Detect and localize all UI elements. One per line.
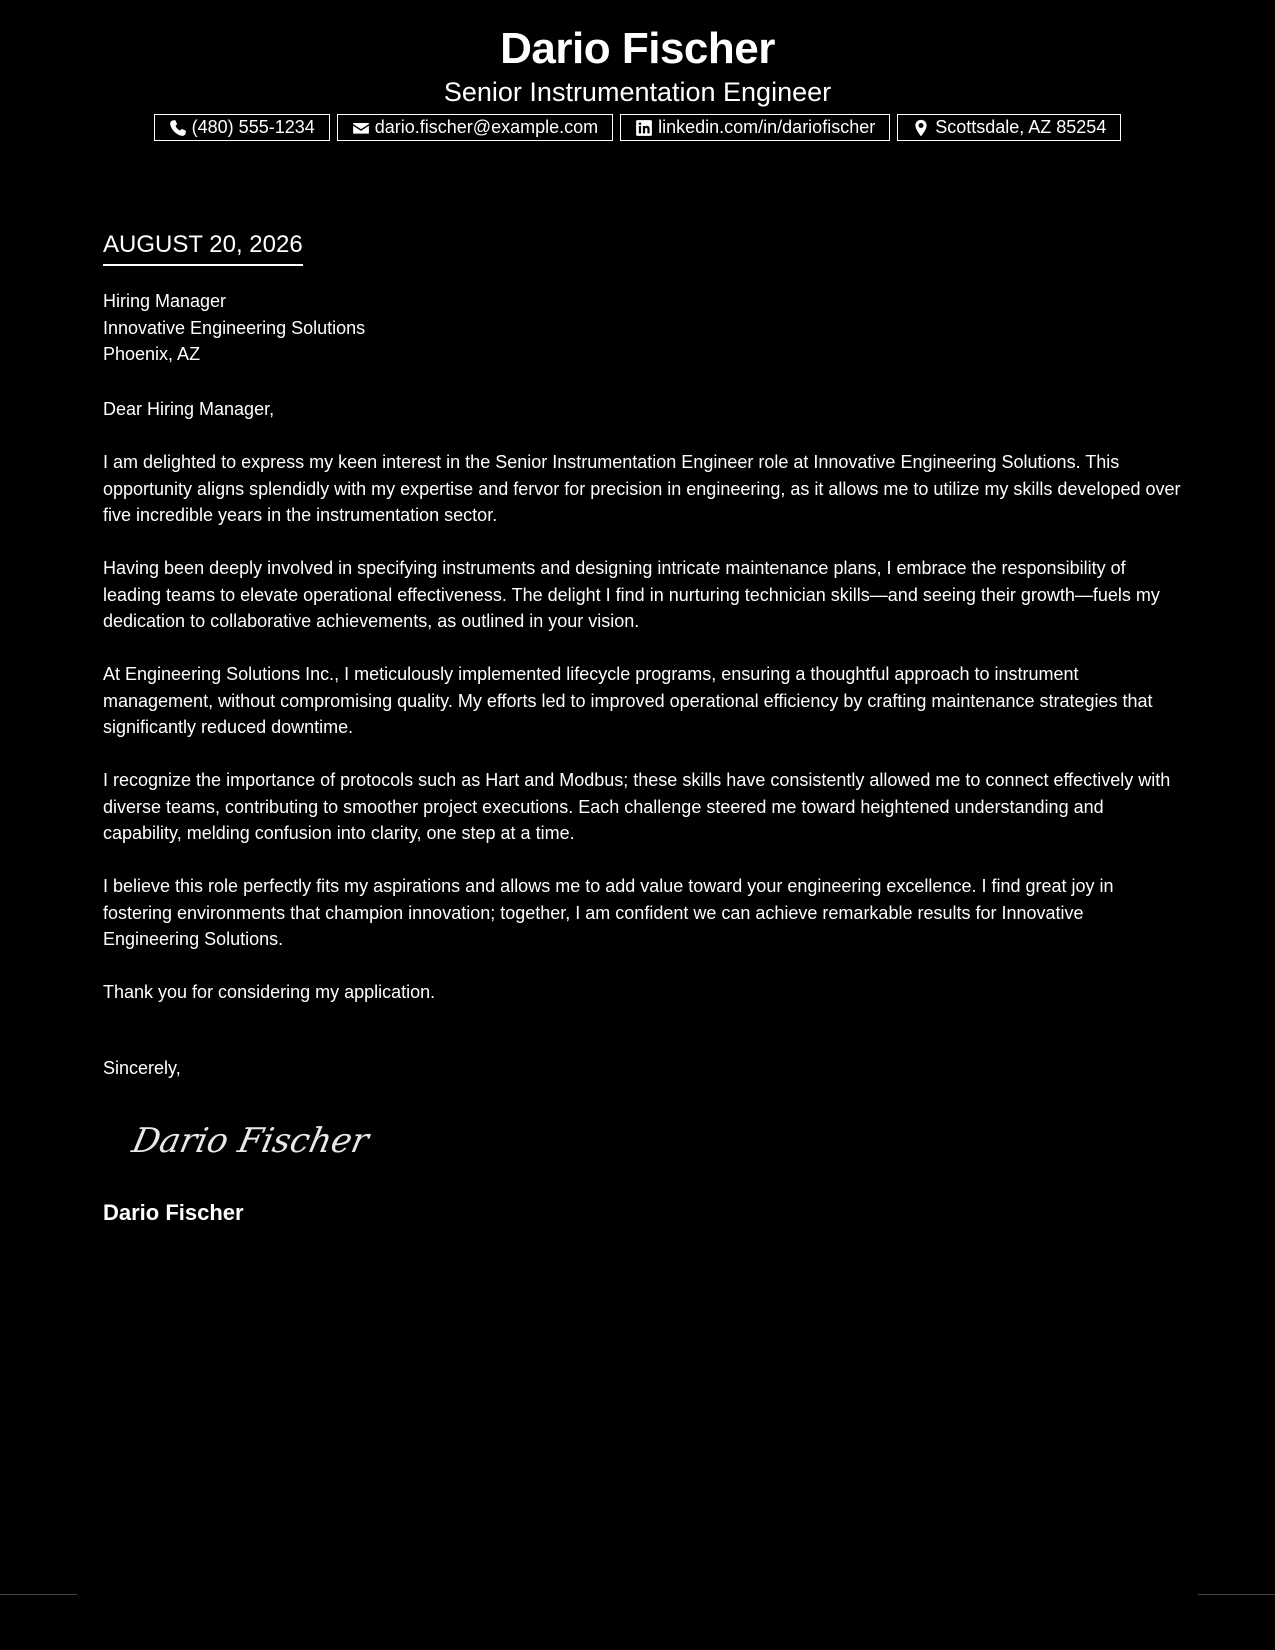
- letter-header: [0, 22, 1275, 108]
- recipient-block: [103, 288, 365, 368]
- envelope-icon: [352, 119, 370, 137]
- letter-date: AUGUST 20, 2026: [103, 228, 303, 266]
- linkedin-icon: [635, 119, 653, 137]
- map-marker-icon: [912, 119, 930, 137]
- body-paragraph: I am delighted to express my keen interest in the Senior Instrumentation Engineer role at Innovative Engineering Solutions. This opportunity aligns splendidly with my expertise and fervor for precision in engineering, as it allows me to utilize my skills developed over five incredible years in the instrumentation sector.: [103, 452, 1181, 525]
- signer-name: Dario Fischer: [103, 1200, 244, 1225]
- recipient-line: Innovative Engineering Solutions: [103, 317, 366, 338]
- closing: Sincerely,: [103, 1058, 181, 1078]
- contact-location[interactable]: [897, 114, 1121, 141]
- page-divider-right: [1198, 1594, 1275, 1595]
- body-paragraph: I believe this role perfectly fits my aspirations and allows me to add value toward your engineering excellence. I find great joy in fostering environments that champion innovation; together, I am confident we can achieve remarkable results for Innovative Engineering Solutions.: [103, 876, 1114, 949]
- contact-bar: [0, 114, 1275, 141]
- body-paragraph: At Engineering Solutions Inc., I meticulously implemented lifecycle programs, ensuring a thoughtful approach to instrument management, without compromising quality. My efforts led to improved operational efficiency by crafting maintenance strategies that significantly reduced downtime.: [103, 664, 1153, 737]
- page-divider-left: [0, 1594, 77, 1595]
- body-paragraph: I recognize the importance of protocols such as Hart and Modbus; these skills have consistently allowed me to connect effectively with diverse teams, contributing to smoother project executions. Each challenge steered me toward heightened understanding and capability, melding confusion into clarity, one step at a time.: [103, 770, 1171, 843]
- signature-image: [127, 1112, 373, 1168]
- signature-text: Dario Fischer: [128, 1121, 373, 1161]
- salutation: Dear Hiring Manager,: [103, 399, 275, 419]
- contact-linkedin[interactable]: [620, 114, 890, 141]
- recipient-line: Phoenix, AZ: [103, 344, 201, 364]
- email-text: dario.fischer@example.com: [374, 117, 599, 137]
- contact-email[interactable]: [337, 114, 613, 141]
- applicant-title: Senior Instrumentation Engineer: [443, 77, 832, 107]
- applicant-name: Dario Fischer: [500, 24, 775, 73]
- phone-icon: [169, 119, 187, 137]
- body-paragraph: Thank you for considering my application.: [103, 982, 436, 1002]
- contact-phone[interactable]: [154, 114, 330, 141]
- location-text: Scottsdale, AZ 85254: [935, 117, 1107, 137]
- linkedin-text: linkedin.com/in/dariofischer: [658, 117, 876, 137]
- phone-text: (480) 555-1234: [191, 117, 315, 137]
- body-paragraph: Having been deeply involved in specifying instruments and designing intricate maintenance plans, I embrace the responsibility of leading teams to elevate operational effectiveness. The delight I find in nurturing technician skills—and seeing their growth—fuels my dedication to collaborative achievements, as outlined in your vision.: [103, 558, 1160, 631]
- recipient-line: Hiring Manager: [103, 291, 227, 311]
